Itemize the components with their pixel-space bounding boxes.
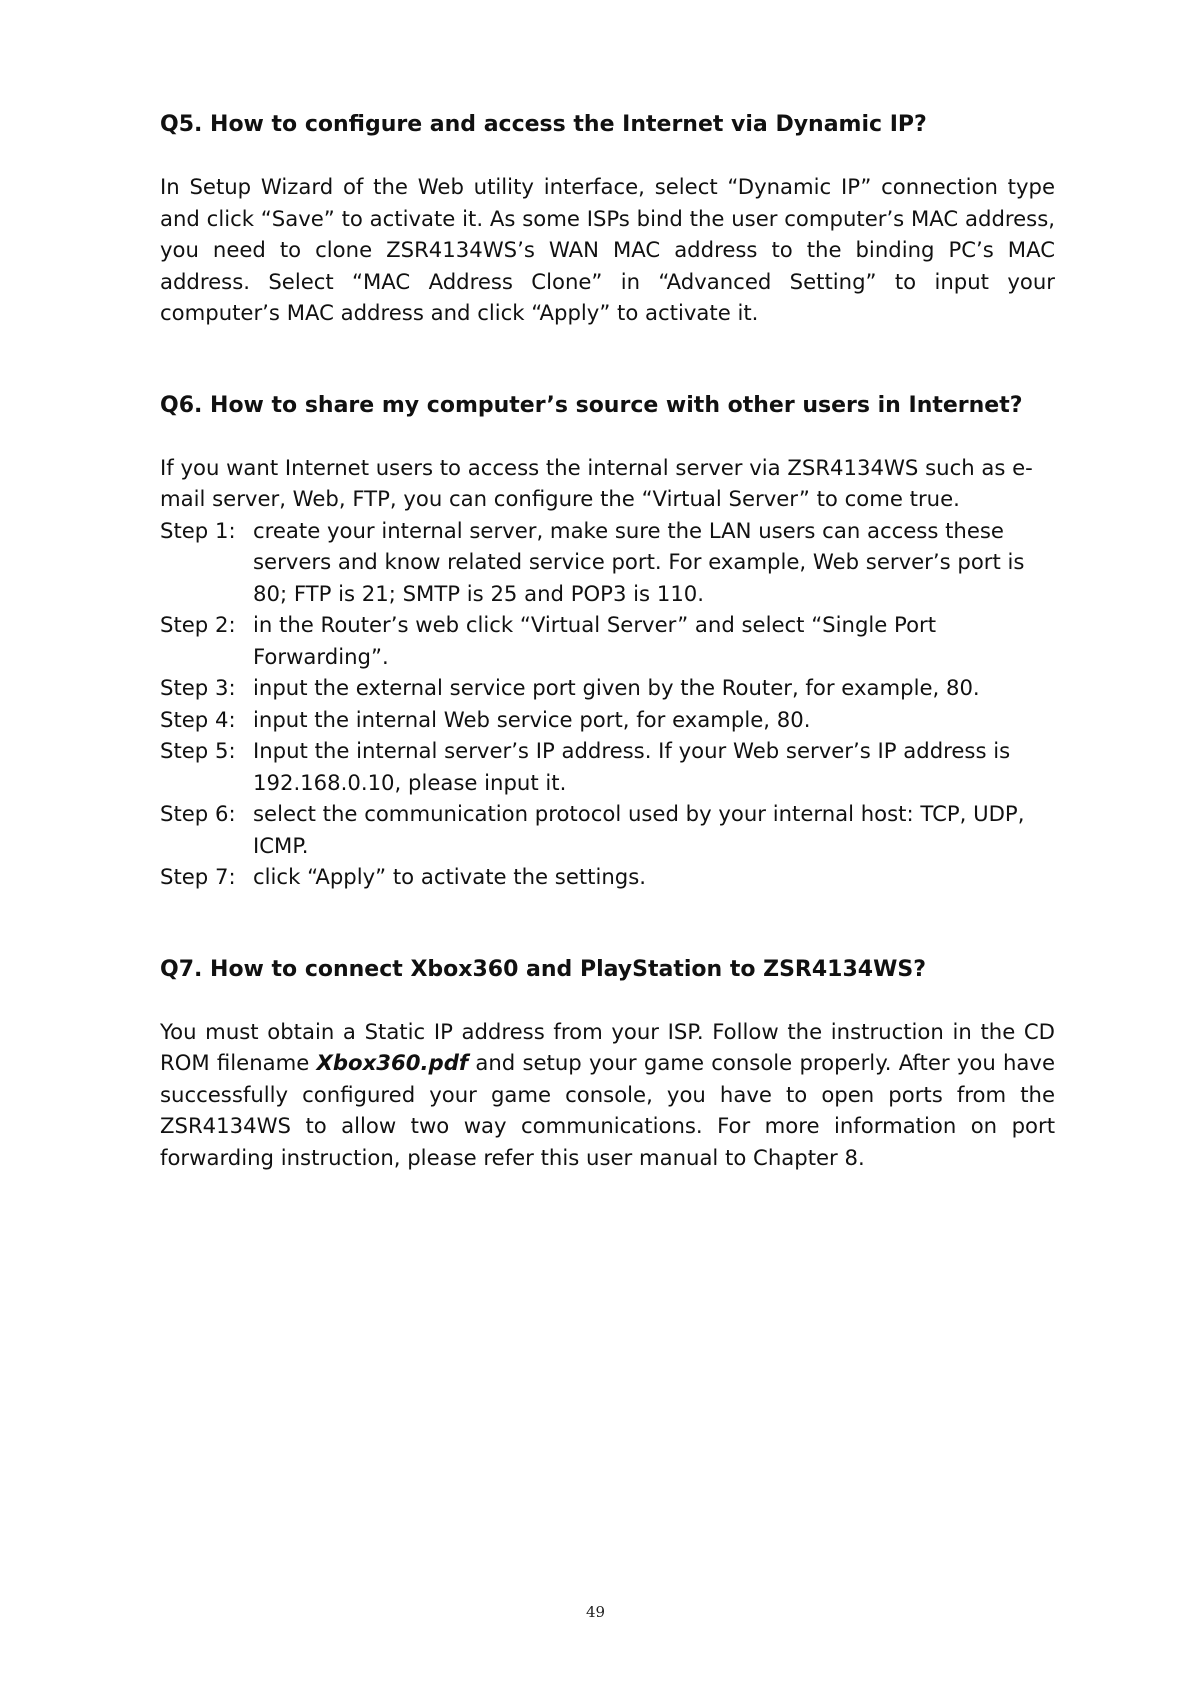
q6-body bbox=[160, 452, 1055, 893]
step-label: Step 2: bbox=[160, 612, 236, 637]
step-item bbox=[160, 704, 1055, 736]
step-text bbox=[253, 861, 1055, 893]
step-text-continuation: ICMP. bbox=[253, 832, 309, 858]
step-item bbox=[160, 735, 1055, 798]
faq-q5 bbox=[160, 110, 1055, 329]
step-text-continuation: servers and know related service port. For example, Web server’s port is 80; FTP is 21; SMTP is 25 and POP3 is 110. bbox=[253, 549, 1025, 606]
q7-body-after: and setup your game console properly. After you have successfully configured your game console, you have to open ports from the ZSR4134WS to allow two way communications. For more information on port forwarding instruction, please refer this user manual to Chapter 8. bbox=[160, 1050, 1055, 1170]
q5-body: In Setup Wizard of the Web utility interface, select “Dynamic IP” connection type and click “Save” to activate it. As some ISPs bind the user computer’s MAC address, you need to clone ZSR4134WS’s WAN MAC address to the binding PC’s MAC address. Select “MAC Address Clone” in “Advanced Setting” to input your computer’s MAC address and click “Apply” to activate it. bbox=[160, 174, 1055, 325]
step-text bbox=[253, 704, 1055, 736]
step-label: Step 4: bbox=[160, 706, 236, 732]
q7-body bbox=[160, 1016, 1055, 1174]
step-item bbox=[160, 609, 1055, 672]
step-label: Step 6: bbox=[160, 801, 236, 826]
step-item bbox=[160, 672, 1055, 704]
step-label: Step 3: bbox=[160, 675, 236, 700]
step-text-line: create your internal server, make sure the LAN users can access these bbox=[253, 517, 1004, 543]
step-item bbox=[160, 515, 1055, 610]
faq-q7 bbox=[160, 955, 1055, 1174]
step-text bbox=[253, 672, 1055, 704]
step-label: Step 5: bbox=[160, 738, 236, 763]
step-label: Step 1: bbox=[160, 517, 236, 543]
step-text-line: select the communication protocol used by your internal host: TCP, UDP, bbox=[253, 801, 1025, 826]
q7-body-before: You must obtain a Static IP address from your ISP. Follow the instruction in the CD ROM filename bbox=[160, 1018, 1055, 1075]
page-number: 49 bbox=[585, 1603, 606, 1621]
step-text-line: click “Apply” to activate the settings. bbox=[253, 864, 647, 889]
step-text-continuation: 192.168.0.10, please input it. bbox=[253, 769, 567, 795]
step-text-continuation: Forwarding”. bbox=[253, 643, 389, 669]
q6-heading: Q6. How to share my computer’s source with other users in Internet? bbox=[160, 392, 1023, 418]
q7-heading: Q7. How to connect Xbox360 and PlayStation to ZSR4134WS? bbox=[160, 956, 926, 982]
step-item bbox=[160, 861, 1055, 893]
step-item bbox=[160, 798, 1055, 861]
step-text bbox=[253, 609, 1055, 672]
step-text bbox=[253, 735, 1055, 798]
step-text bbox=[253, 515, 1055, 610]
q6-steps-list bbox=[160, 515, 1055, 893]
step-text-line: input the external service port given by the Router, for example, 80. bbox=[253, 675, 980, 700]
q7-filename: Xbox360.pdf bbox=[316, 1050, 469, 1075]
step-text-line: input the internal Web service port, for example, 80. bbox=[253, 706, 811, 732]
step-text-line: in the Router’s web click “Virtual Server” and select “Single Port bbox=[253, 612, 937, 637]
step-label: Step 7: bbox=[160, 864, 236, 889]
document-page bbox=[160, 110, 1055, 1173]
step-text bbox=[253, 798, 1055, 861]
faq-q6 bbox=[160, 391, 1055, 893]
step-text-line: Input the internal server’s IP address. If your Web server’s IP address is bbox=[253, 738, 1011, 763]
q5-heading: Q5. How to configure and access the Internet via Dynamic IP? bbox=[160, 112, 927, 137]
q6-intro: If you want Internet users to access the internal server via ZSR4134WS such as e-mail server, Web, FTP, you can configure the “Virtual Server” to come true. bbox=[160, 454, 1033, 511]
